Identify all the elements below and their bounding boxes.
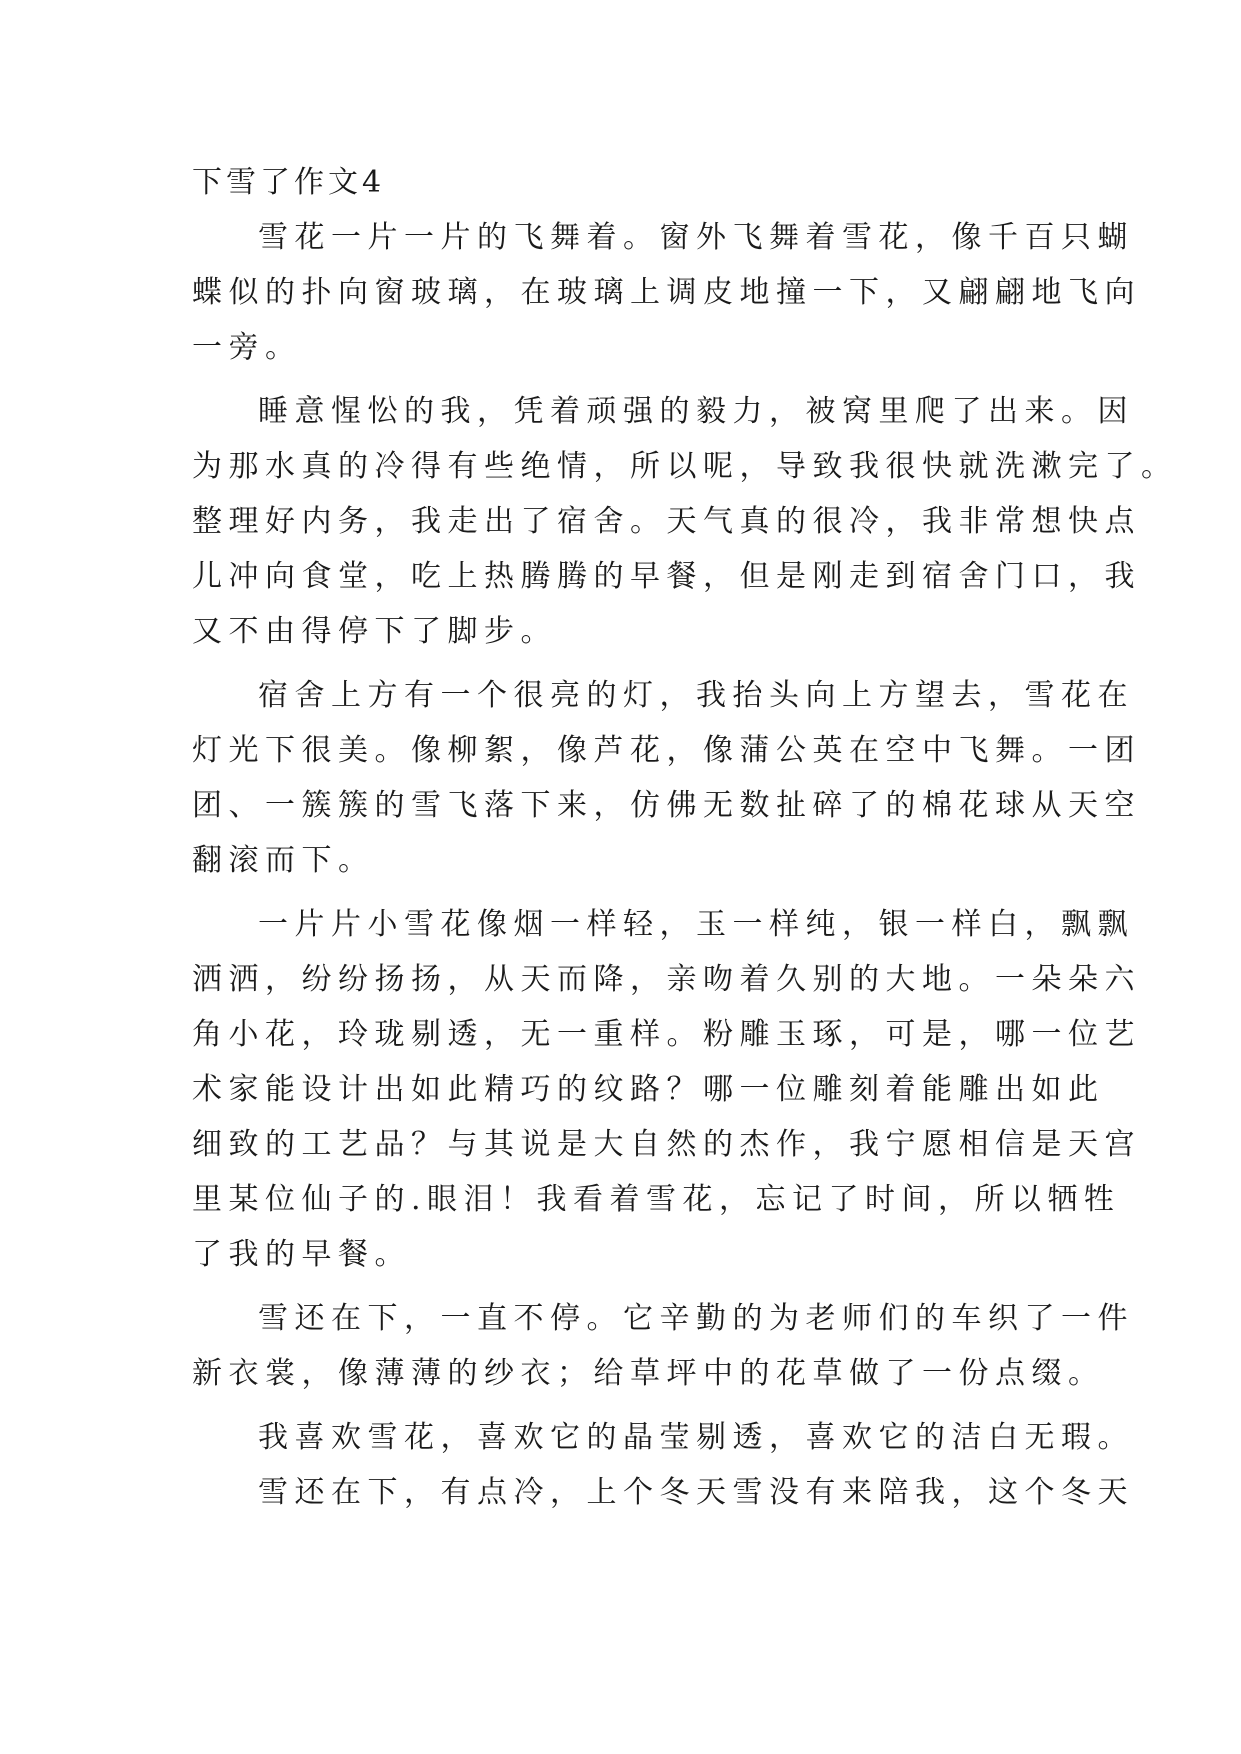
text-line: 为那水真的冷得有些绝情，所以呢，导致我很快就洗漱完了。 <box>192 449 1178 484</box>
text-line: 了我的早餐。 <box>192 1237 411 1272</box>
text-line: 我喜欢雪花，喜欢它的晶莹剔透，喜欢它的洁白无瑕。 <box>258 1420 1134 1455</box>
text-line: 儿冲向食堂，吃上热腾腾的早餐，但是刚走到宿舍门口，我 <box>192 559 1141 594</box>
text-line: 宿舍上方有一个很亮的灯，我抬头向上方望去，雪花在 <box>258 678 1134 713</box>
text-line: 术家能设计出如此精巧的纹路？哪一位雕刻着能雕出如此 <box>192 1072 1105 1107</box>
text-line: 雪还在下，有点冷，上个冬天雪没有来陪我，这个冬天 <box>258 1475 1134 1510</box>
text-line: 雪还在下，一直不停。它辛勤的为老师们的车织了一件 <box>258 1301 1134 1336</box>
text-line: 团、一簇簇的雪飞落下来，仿佛无数扯碎了的棉花球从天空 <box>192 788 1141 823</box>
text-line: 翻滚而下。 <box>192 843 375 878</box>
text-line: 灯光下很美。像柳絮，像芦花，像蒲公英在空中飞舞。一团 <box>192 733 1141 768</box>
text-line: 一旁。 <box>192 330 302 365</box>
text-line: 雪花一片一片的飞舞着。窗外飞舞着雪花，像千百只蝴 <box>258 220 1134 255</box>
essay-title: 下雪了作文4 <box>192 165 386 200</box>
text-line: 睡意惺忪的我，凭着顽强的毅力，被窝里爬了出来。因 <box>258 394 1134 429</box>
text-line: 蝶似的扑向窗玻璃，在玻璃上调皮地撞一下，又翩翩地飞向 <box>192 275 1141 310</box>
text-line: 又不由得停下了脚步。 <box>192 614 557 649</box>
text-line: 一片片小雪花像烟一样轻，玉一样纯，银一样白，飘飘 <box>258 907 1134 942</box>
text-line: 角小花，玲珑剔透，无一重样。粉雕玉琢，可是，哪一位艺 <box>192 1017 1141 1052</box>
text-line: 细致的工艺品？与其说是大自然的杰作，我宁愿相信是天宫 <box>192 1127 1141 1162</box>
text-line: 里某位仙子的.眼泪！我看着雪花，忘记了时间，所以牺牲 <box>192 1182 1121 1217</box>
text-line: 整理好内务，我走出了宿舍。天气真的很冷，我非常想快点 <box>192 504 1141 539</box>
text-line: 新衣裳，像薄薄的纱衣；给草坪中的花草做了一份点缀。 <box>192 1356 1105 1391</box>
text-line: 洒洒，纷纷扬扬，从天而降，亲吻着久别的大地。一朵朵六 <box>192 962 1141 997</box>
